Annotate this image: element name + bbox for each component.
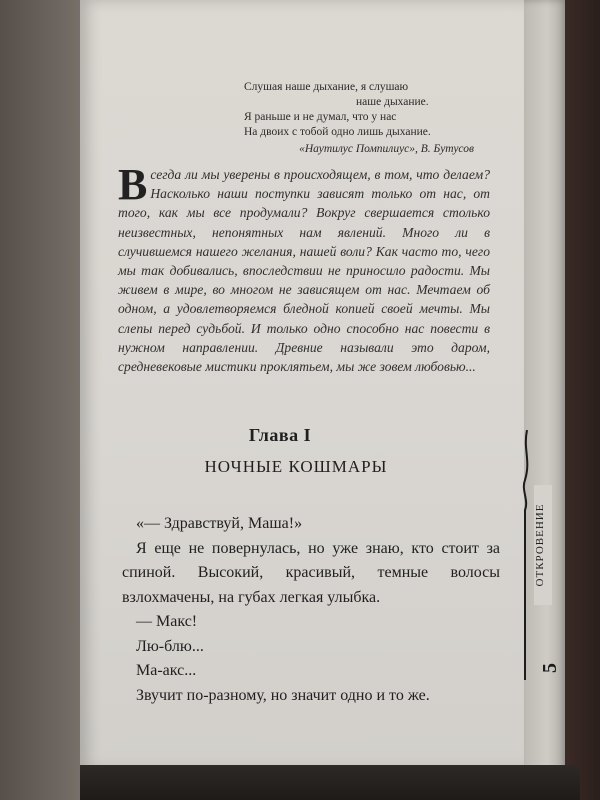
epigraph-line: На двоих с тобой одно лишь дыхание.: [244, 126, 431, 138]
drop-cap: В: [118, 160, 148, 209]
epigraph-line: наше дыхание.: [356, 96, 429, 108]
chapter-title-text: НОЧНЫЕ КОШМАРЫ: [204, 457, 388, 476]
book-bottom-edge: [80, 765, 580, 800]
body-text: [122, 512, 500, 708]
table-surface: [0, 0, 86, 800]
running-head: ОТКРОВЕНИЕ: [534, 485, 552, 605]
epigraph: [244, 80, 474, 157]
body-paragraph: «— Здравствуй, Маша!»: [136, 515, 303, 532]
body-paragraph: Ма-акс...: [136, 662, 197, 679]
epigraph-line: Слушая наше дыхание, я слушаю: [244, 81, 409, 93]
intro-paragraph: [118, 160, 490, 376]
page-number: 5: [539, 663, 561, 673]
chapter-number-text: Глава I: [248, 425, 312, 445]
epigraph-source: «Наутилус Помпилиус», В. Бутусов: [299, 143, 474, 155]
intro-text: сегда ли мы уверены в происходящем, в том, что делаем? Насколько наши поступки зависят только от нас, от того, как мы все продумали? Вокруг свершается столько неизвестных, непонятных нам явлений. Много ли в случившемся нашего желания, нашей воли? Как часто то, чего мы так добивались, впоследствии не приносило радости. Мы живем в мире, во многом не зависящем от нас. Мечтаем об одном, а удовлетворяемся бледной копией своей мечты. Мы слепы перед судьбой. И только одно способно нас повести в нужном направлении. Древние называли это даром, средневековые мистики проклятьем, мы же зовем любовью...: [118, 167, 490, 375]
body-paragraph: Лю-блю...: [136, 637, 204, 655]
body-paragraph: Звучит по-разному, но значит одно и то же.: [136, 686, 430, 704]
body-paragraph: — Макс!: [136, 613, 198, 630]
epigraph-line: Я раньше и не думал, что у нас: [244, 111, 397, 123]
book-cover: [565, 0, 600, 800]
body-paragraph: Я еще не повернулась, но уже знаю, кто стоит за спиной. Высокий, красивый, темные волосы взлохмачены, на губах легкая улыбка.: [122, 539, 500, 606]
